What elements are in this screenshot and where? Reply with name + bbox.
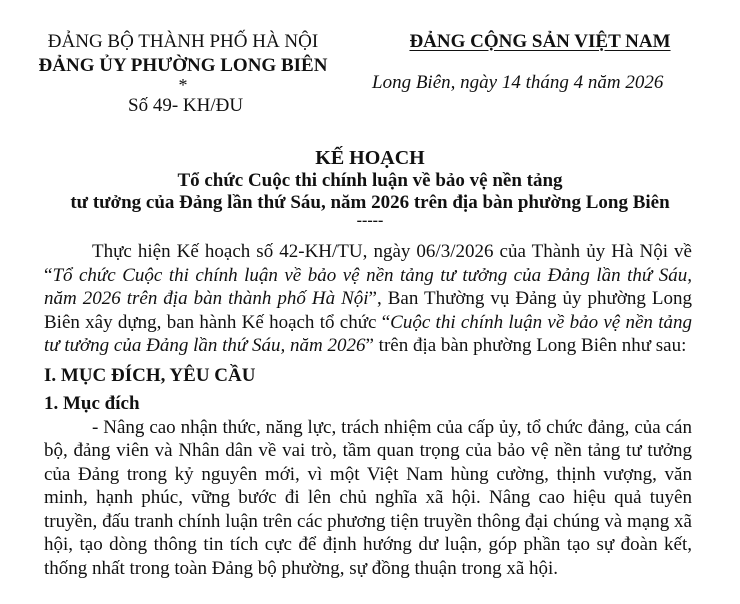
document-title-block [0,146,740,228]
document-subject-line-2: tư tưởng của Đảng lần thứ Sáu, năm 2026 trên địa bàn phường Long Biên [70,192,670,213]
document-body [44,240,692,580]
national-header-block [350,30,730,94]
subsection-heading: 1. Mục đích [44,393,140,414]
intro-text-3: ” trên địa bàn phường Long Biên như sau: [365,335,687,356]
intro-text-2: ”, Ban Thường vụ Đảng ủy phường Long Biên xây dựng, ban hành Kế hoạch tổ chức “ [44,288,692,333]
parent-authority: ĐẢNG BỘ THÀNH PHỐ HÀ NỘI [47,31,319,52]
section-heading: I. MỤC ĐÍCH, YÊU CẦU [44,364,256,386]
intro-paragraph [44,240,692,358]
document-type: KẾ HOẠCH [315,147,425,169]
document-number: Số 49- KH/ĐU [128,95,244,116]
intro-quote-1: Tổ chức Cuộc thi chính luận về bảo vệ nền tảng tư tưởng của Đảng lần thứ Sáu, năm 2026 trên địa bàn thành phố Hà Nội [44,264,692,309]
separator-star: * [178,75,188,95]
intro-text-1: Thực hiện Kế hoạch số 42-KH/TU, ngày 06/3/2026 của Thành ủy Hà Nội về “ [44,241,692,286]
intro-quote-2: Cuộc thi chính luận về bảo vệ nền tảng tư tưởng của Đảng lần thứ Sáu, năm 2026 [44,311,692,356]
issuing-authority: ĐẢNG ỦY PHƯỜNG LONG BIÊN [38,55,328,76]
issuing-authority-block [18,30,348,118]
purpose-paragraph: - Nâng cao nhận thức, năng lực, trách nhiệm của cấp ủy, tổ chức đảng, của cán bộ, đảng viên và Nhân dân về vai trò, tầm quan trọng của bảo vệ nền tảng tư tưởng của Đảng trong kỷ nguyên mới, vì một Việt Nam hùng cường, thịnh vượng, văn minh, hạnh phúc, vững bước đi lên chủ nghĩa xã hội. Nâng cao hiệu quả tuyên truyền, đấu tranh chính luận trên các phương tiện truyền thông đại chúng và mạng xã hội, tạo dòng thông tin tích cực để định hướng dư luận, góp phần tạo sự đoàn kết, thống nhất trong toàn Đảng bộ phường, sự đồng thuận trong xã hội. [44,416,692,579]
place-date: Long Biên, ngày 14 tháng 4 năm 2026 [372,72,664,93]
document-subject-line-1: Tổ chức Cuộc thi chính luận về bảo vệ nền tảng [177,170,563,191]
title-divider: ----- [356,212,384,229]
party-name: ĐẢNG CỘNG SẢN VIỆT NAM [409,31,671,52]
